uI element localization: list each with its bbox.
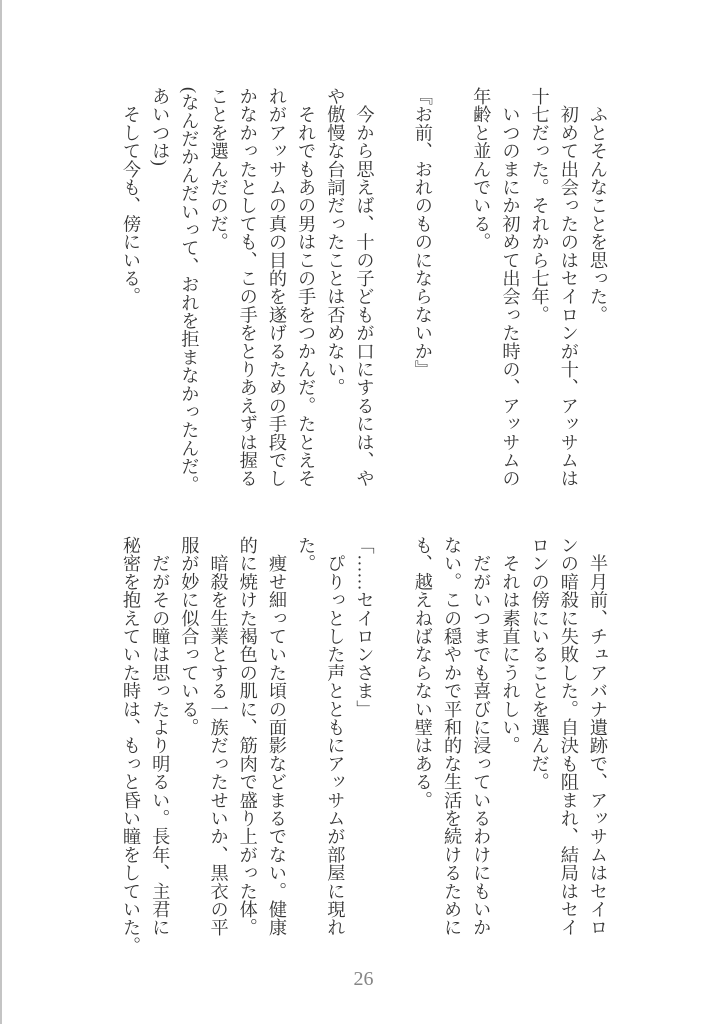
bottom-text-block <box>115 536 612 955</box>
text-line: そして今も、傍にいる。 <box>121 87 141 306</box>
blank-line <box>379 536 408 948</box>
text-line: ことを選んだのだ。 <box>208 87 229 251</box>
text-line: それでもあの男はこの手をつかんだ。たとえそ <box>296 87 317 488</box>
text-line: 今から思えば、十の子どもが口にするには、や <box>354 87 375 488</box>
thought-line: あいつは) <box>150 87 171 166</box>
text-line: ロンの傍にいることを選んだ。 <box>529 536 550 791</box>
page-edge-line <box>0 0 2 1024</box>
text-line: ない。この穏やかで平和的な生活を続けるために <box>442 536 463 937</box>
top-text-block <box>115 87 612 499</box>
text-line: 暗殺を生業とする一族だったせいか、黒衣の平 <box>208 536 229 937</box>
text-line: だがその瞳は思ったより明るい。長年、主君に <box>150 536 171 937</box>
text-line: 半月前、チュアバナ遺跡で、アッサムはセイロ <box>588 536 608 937</box>
thought-line: (なんだかんだいって、おれを拒まなかったんだ。 <box>179 87 200 494</box>
dialogue-line: 「……セイロンさま」 <box>354 536 375 718</box>
text-line: 秘密を抱えていた時は、もっと昏い瞳をしていた。 <box>121 536 141 955</box>
text-line: 痩せ細っていた頃の面影などまるでない。健康 <box>266 536 287 937</box>
text-line: 年齢と並んでいる。 <box>471 87 492 251</box>
text-line: ンの暗殺に失敗した。自決も阻まれ、結局はセイ <box>558 536 579 937</box>
text-line: れがアッサムの真の目的を遂げるための手段でし <box>266 87 287 488</box>
text-line: かなかったとしても、この手をとりあえずは握る <box>237 87 258 488</box>
text-line: だがいつまでも喜びに浸っているわけにもいか <box>471 536 492 937</box>
blank-line <box>379 87 408 499</box>
text-line: や傲慢な台詞だったことは否めない。 <box>325 87 346 397</box>
text-line: 初めて出会ったのはセイロンが十、アッサムは <box>558 87 579 488</box>
blank-line <box>437 87 466 499</box>
text-line: 服が妙に似合っている。 <box>179 536 200 737</box>
text-line: いつのまにか初めて出会った時の、アッサムの <box>500 87 521 488</box>
text-line: 的に焼けた褐色の肌に、筋肉で盛り上がった体。 <box>237 536 258 937</box>
text-line: 十七だった。それから七年。 <box>529 87 550 324</box>
text-line: ぴりっとした声とともにアッサムが部屋に現れ <box>325 536 346 937</box>
text-line: た。 <box>296 536 317 573</box>
page-number: 26 <box>353 968 374 990</box>
text-line: も、越えねばならない壁はある。 <box>412 536 433 809</box>
text-line: ふとそんなことを思った。 <box>588 87 608 324</box>
dialogue-line: 『お前、おれのものにならないか』 <box>412 87 433 379</box>
text-line: それは素直にうれしい。 <box>500 536 521 755</box>
